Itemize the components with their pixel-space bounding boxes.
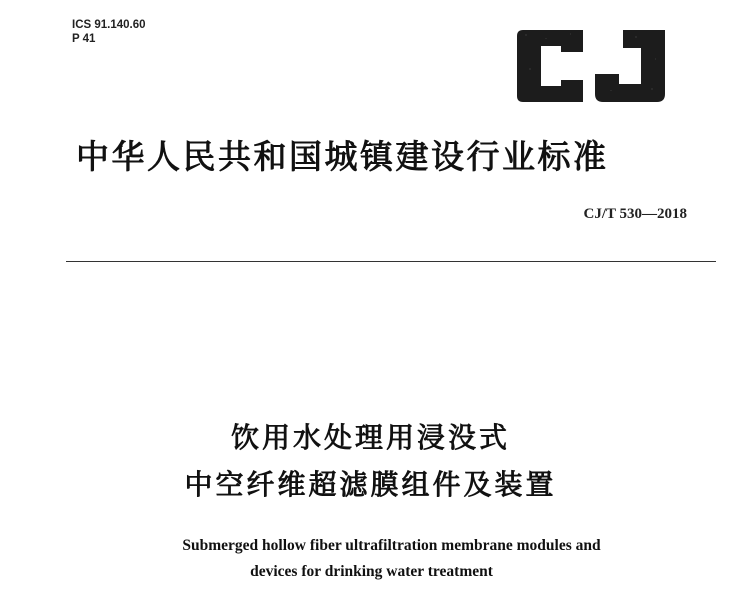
classification-codes	[72, 18, 146, 46]
cj-logo	[515, 28, 670, 104]
document-title-cn-line1: 饮用水处理用浸没式	[230, 421, 510, 454]
standard-code: CJ/T 530—2018	[583, 206, 687, 222]
ics-code: ICS 91.140.60	[72, 19, 146, 31]
ccs-code: P 41	[72, 33, 96, 45]
document-title-en-line1: Submerged hollow fiber ultrafiltration membrane modules and	[182, 537, 601, 554]
standard-category-title: 中华人民共和国城镇建设行业标准	[76, 137, 609, 176]
header-divider	[66, 261, 716, 262]
document-title-en-line2: devices for drinking water treatment	[250, 563, 493, 580]
document-title-cn-line2: 中空纤维超滤膜组件及装置	[184, 468, 557, 501]
